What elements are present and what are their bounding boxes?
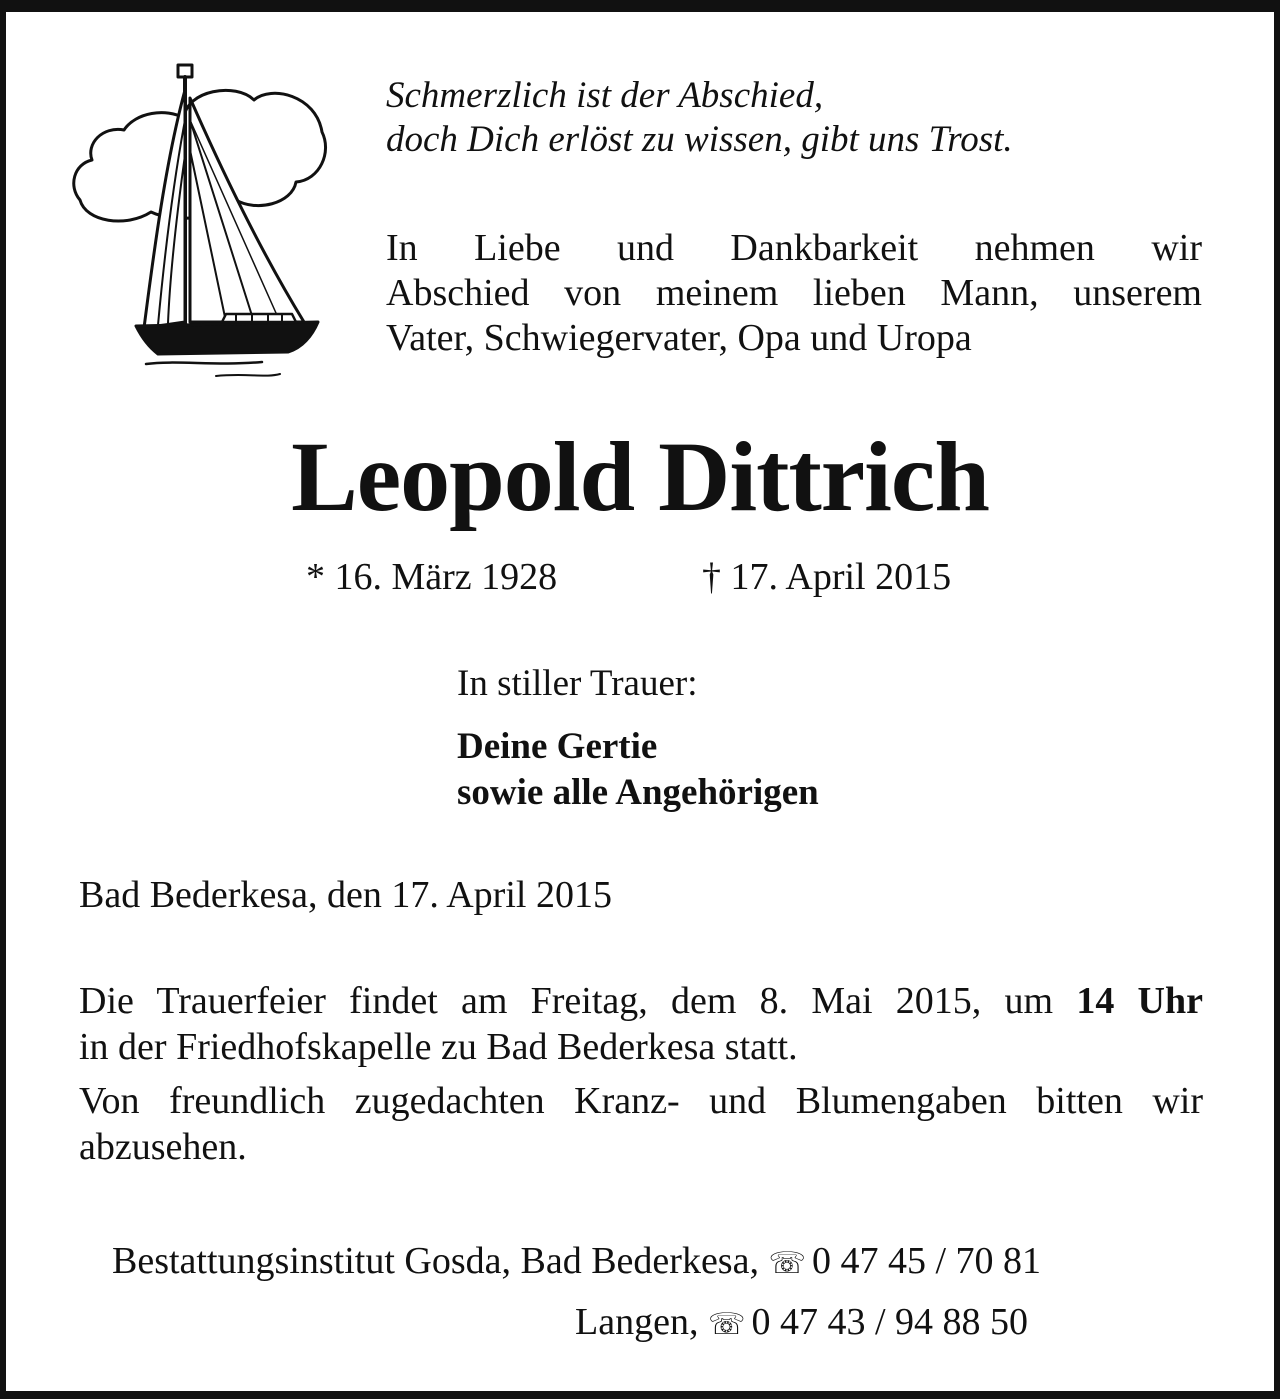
undertaker-row (112, 1293, 1041, 1354)
funeral-line: in der Friedhofskapelle zu Bad Bederkesa statt. (79, 1026, 798, 1068)
funeral-time: 14 Uhr (1076, 980, 1203, 1022)
intro-text (386, 226, 1202, 361)
intro-line: Abschied von meinem lieben Mann, unserem (386, 272, 1202, 314)
place-date: Bad Bederkesa, den 17. April 2015 (79, 874, 612, 916)
intro-line: Vater, Schwiegervater, Opa und Uropa (386, 317, 972, 359)
telephone-icon: ☏ (768, 1246, 806, 1281)
intro-line: In Liebe und Dankbarkeit nehmen wir (386, 227, 1202, 269)
phone-number: 0 47 45 / 70 81 (811, 1240, 1042, 1282)
mourner-line: Deine Gertie (457, 726, 658, 767)
undertaker-name: Bestattungsinstitut Gosda, Bad Bederkesa, (112, 1240, 759, 1282)
funeral-text: Die Trauerfeier findet am Freitag, dem 8. Mai 2015, um (79, 980, 1077, 1022)
sailboat-icon (66, 60, 331, 390)
branch-name: Langen, (575, 1301, 699, 1343)
telephone-icon: ☏ (707, 1307, 746, 1342)
funeral-info (79, 978, 1203, 1170)
deceased-name: Leopold Dittrich (291, 421, 989, 532)
motto-quote (386, 74, 1013, 162)
birth-date: * 16. März 1928 (306, 556, 558, 598)
mourner-line: sowie alle Angehörigen (457, 772, 819, 813)
flowers-line: abzusehen. (79, 1126, 247, 1168)
flowers-line: Von freundlich zugedachten Kranz- und Blumengaben bitten wir (79, 1080, 1203, 1122)
mourners-label: In stiller Trauer: (457, 663, 698, 704)
motto-line: Schmerzlich ist der Abschied, (386, 75, 824, 116)
undertaker-info (112, 1232, 1041, 1354)
phone-number: 0 47 43 / 94 88 50 (751, 1301, 1029, 1343)
death-date: † 17. April 2015 (702, 556, 952, 598)
undertaker-row (112, 1232, 1041, 1293)
mourners-list (457, 724, 819, 816)
funeral-line (79, 978, 1203, 1024)
motto-line: doch Dich erlöst zu wissen, gibt uns Trost. (386, 119, 1013, 160)
